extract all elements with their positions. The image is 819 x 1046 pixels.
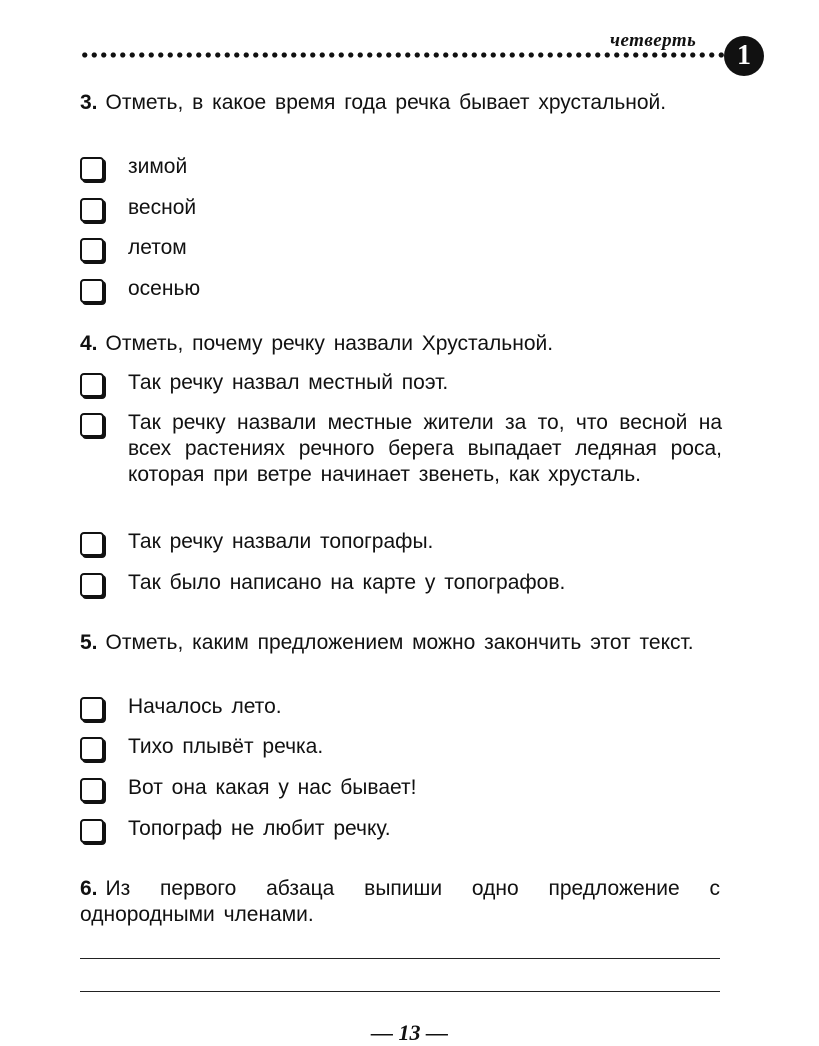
option-text: Так было написано на карте у топографов. xyxy=(128,571,566,594)
question-number: 4. xyxy=(80,332,98,355)
option-text: весной xyxy=(128,196,197,219)
checkbox[interactable] xyxy=(80,238,104,262)
quarter-label: четверть xyxy=(610,30,697,51)
question-6 xyxy=(80,876,720,928)
option-text: Так речку назвали местные жители за то, что весной на всех растениях речного берега выпадает ледяная роса, которая при ветре начинает звенеть, как хрусталь. xyxy=(128,411,722,486)
question-text: Из первого абзаца выпиши одно предложение с однородными членами. xyxy=(80,877,720,926)
option-text: Так речку назвал местный поэт. xyxy=(128,371,449,394)
question-number: 3. xyxy=(80,91,98,114)
page-number: — 13 — xyxy=(371,1020,448,1045)
option-text: осенью xyxy=(128,277,201,300)
checkbox[interactable] xyxy=(80,532,104,556)
question-text: Отметь, в какое время года речка бывает хрустальной. xyxy=(105,91,667,114)
option-text: Началось лето. xyxy=(128,695,282,718)
quarter-badge: 1 xyxy=(724,36,764,76)
question-text: Отметь, почему речку назвали Хрустальной. xyxy=(105,332,554,355)
checkbox[interactable] xyxy=(80,697,104,721)
checkbox[interactable] xyxy=(80,737,104,761)
option-text: летом xyxy=(128,236,187,259)
checkbox[interactable] xyxy=(80,819,104,843)
question-number: 5. xyxy=(80,631,98,654)
question-4 xyxy=(80,331,720,357)
answer-line[interactable] xyxy=(80,958,720,959)
checkbox[interactable] xyxy=(80,157,104,181)
option-text: Топограф не любит речку. xyxy=(128,817,391,840)
checkbox[interactable] xyxy=(80,198,104,222)
checkbox[interactable] xyxy=(80,573,104,597)
answer-line[interactable] xyxy=(80,991,720,992)
option-text: Так речку назвали топографы. xyxy=(128,530,434,553)
question-5 xyxy=(80,630,720,656)
checkbox[interactable] xyxy=(80,373,104,397)
dotted-divider xyxy=(80,52,725,58)
question-number: 6. xyxy=(80,877,98,900)
question-3 xyxy=(80,90,720,116)
option-text: зимой xyxy=(128,155,188,178)
checkbox[interactable] xyxy=(80,413,104,437)
checkbox[interactable] xyxy=(80,778,104,802)
option-text: Вот она какая у нас бывает! xyxy=(128,776,417,799)
question-text: Отметь, каким предложением можно закончить этот текст. xyxy=(105,631,694,654)
checkbox[interactable] xyxy=(80,279,104,303)
option-text: Тихо плывёт речка. xyxy=(128,735,324,758)
